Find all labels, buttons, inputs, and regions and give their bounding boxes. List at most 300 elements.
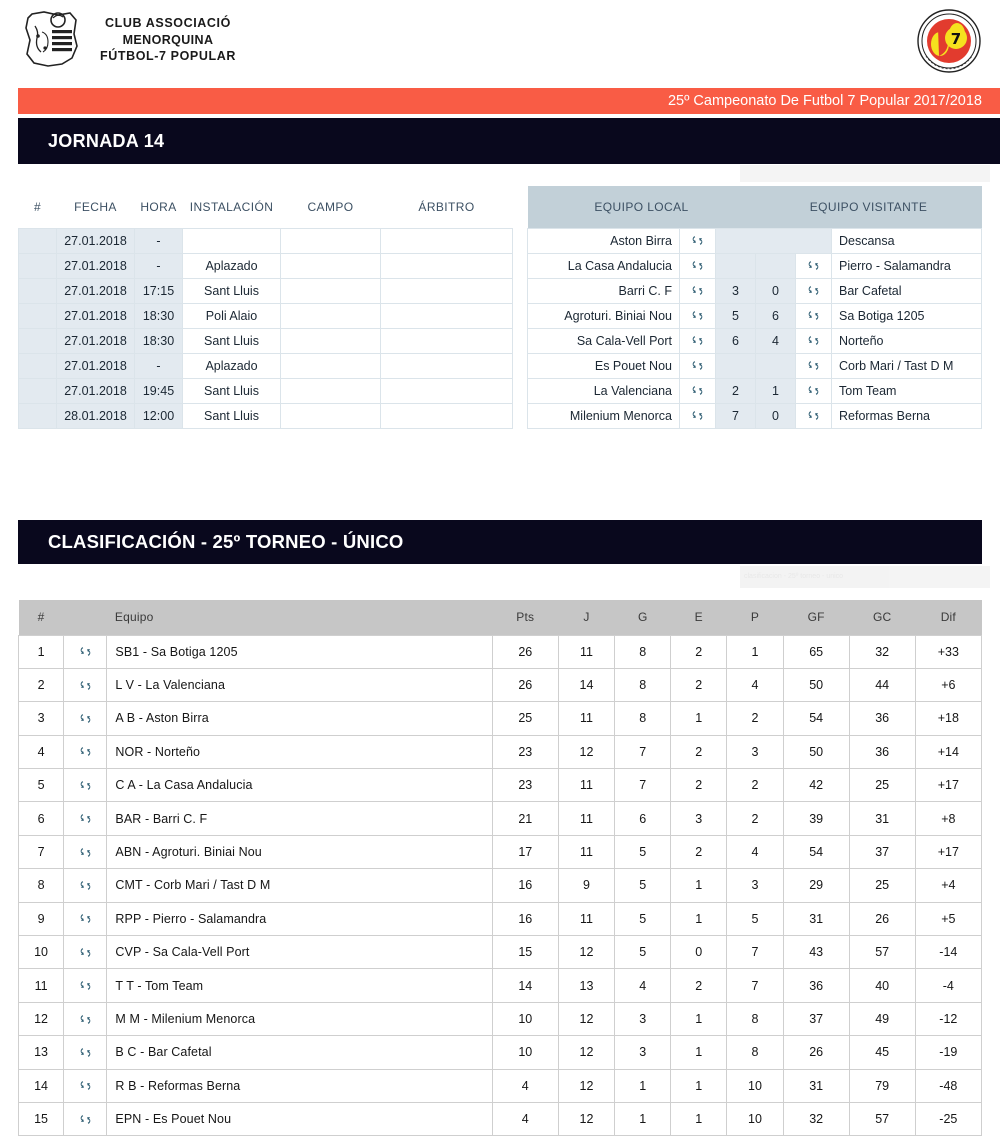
rank-g: 7 — [615, 735, 671, 768]
rank-p: 5 — [727, 902, 783, 935]
fixtures-col-equipo-local: EQUIPO LOCAL — [528, 186, 756, 228]
fixture-visit-team[interactable]: Bar Cafetal — [832, 278, 982, 303]
jornada-title: JORNADA 14 — [48, 130, 165, 151]
fixture-row — [19, 328, 982, 353]
fixture-row — [19, 353, 982, 378]
club-name-line-3: FÚTBOL-7 POPULAR — [100, 49, 236, 64]
svg-text:7: 7 — [950, 30, 962, 48]
rank-team-icon[interactable] — [64, 735, 107, 768]
club-logo-block — [18, 6, 236, 74]
fixture-num — [19, 303, 57, 328]
clasificacion-row — [19, 802, 982, 835]
clasificacion-row — [19, 702, 982, 735]
rank-team-name[interactable]: B C - Bar Cafetal — [107, 1036, 492, 1069]
fixture-visit-icon[interactable] — [796, 328, 832, 353]
rank-pts: 10 — [492, 1036, 558, 1069]
team-swirl-icon[interactable] — [78, 878, 93, 893]
team-swirl-icon[interactable] — [78, 1045, 93, 1060]
fixture-visit-icon[interactable] — [796, 278, 832, 303]
clasificacion-col-dif: Dif — [915, 600, 981, 635]
fixtures-header-row — [19, 186, 982, 228]
fixture-score-local: 2 — [716, 378, 756, 403]
rank-p: 4 — [727, 835, 783, 868]
rank-position: 1 — [19, 635, 64, 668]
fixture-hora: - — [135, 228, 183, 253]
rank-dif: +5 — [915, 902, 981, 935]
fixture-bye-spacer — [716, 228, 832, 253]
rank-p: 2 — [727, 802, 783, 835]
team-swirl-icon[interactable] — [806, 383, 821, 398]
rank-gc: 32 — [849, 635, 915, 668]
fixture-arbitro — [381, 228, 513, 253]
rank-gf: 31 — [783, 1069, 849, 1102]
clasificacion-col-p: P — [727, 600, 783, 635]
rank-p: 1 — [727, 635, 783, 668]
rank-e: 2 — [671, 735, 727, 768]
team-swirl-icon[interactable] — [690, 408, 705, 423]
rank-p: 3 — [727, 735, 783, 768]
rank-p: 4 — [727, 668, 783, 701]
rank-pts: 17 — [492, 835, 558, 868]
fixture-arbitro — [381, 328, 513, 353]
rank-gf: 50 — [783, 735, 849, 768]
rank-gf: 39 — [783, 802, 849, 835]
rank-p: 2 — [727, 769, 783, 802]
rank-dif: +6 — [915, 668, 981, 701]
fixture-visit-team[interactable]: Tom Team — [832, 378, 982, 403]
fixture-num — [19, 378, 57, 403]
fixtures-body — [19, 228, 982, 428]
fixture-visit-team[interactable]: Reformas Berna — [832, 403, 982, 428]
fixture-score-visit — [756, 353, 796, 378]
rank-pts: 4 — [492, 1069, 558, 1102]
fixture-arbitro — [381, 253, 513, 278]
team-swirl-icon[interactable] — [78, 845, 93, 860]
fixture-visit-icon[interactable] — [796, 378, 832, 403]
clasificacion-row — [19, 969, 982, 1002]
rank-gf: 29 — [783, 869, 849, 902]
jornada-title-bar — [18, 118, 1000, 164]
fixture-spacer — [513, 328, 528, 353]
rank-j: 12 — [558, 1069, 614, 1102]
rank-gf: 31 — [783, 902, 849, 935]
fixture-local-team[interactable]: Es Pouet Nou — [528, 353, 680, 378]
rank-team-icon[interactable] — [64, 668, 107, 701]
fixture-arbitro — [381, 303, 513, 328]
fixture-row — [19, 253, 982, 278]
clasificacion-watermark: clasificacion - 25º torneo - unico — [744, 573, 844, 580]
rank-gc: 57 — [849, 1102, 915, 1135]
team-swirl-icon[interactable] — [78, 911, 93, 926]
team-swirl-icon[interactable] — [690, 233, 705, 248]
clasificacion-row — [19, 769, 982, 802]
fixture-campo — [281, 353, 381, 378]
rank-team-icon[interactable] — [64, 1002, 107, 1035]
fixture-score-local — [716, 353, 756, 378]
rank-e: 2 — [671, 835, 727, 868]
fixture-campo — [281, 378, 381, 403]
rank-position: 3 — [19, 702, 64, 735]
rank-dif: -4 — [915, 969, 981, 1002]
rank-team-icon[interactable] — [64, 835, 107, 868]
rank-g: 5 — [615, 835, 671, 868]
rank-p: 8 — [727, 1036, 783, 1069]
rank-e: 1 — [671, 1102, 727, 1135]
team-swirl-icon[interactable] — [806, 333, 821, 348]
rank-j: 11 — [558, 769, 614, 802]
rank-team-icon[interactable] — [64, 1036, 107, 1069]
fixtures-col-spacer — [513, 186, 528, 228]
clasificacion-title-bar — [18, 520, 982, 564]
rank-pts: 21 — [492, 802, 558, 835]
rank-pts: 16 — [492, 902, 558, 935]
fixture-num — [19, 403, 57, 428]
fixture-local-team[interactable]: Barri C. F — [528, 278, 680, 303]
fixture-visit-team[interactable]: Pierro - Salamandra — [832, 253, 982, 278]
championship-title: 25º Campeonato De Futbol 7 Popular 2017/2018 — [667, 93, 982, 109]
rank-gc: 79 — [849, 1069, 915, 1102]
fixtures-col-arbitro: ÁRBITRO — [381, 186, 513, 228]
rank-team-name[interactable]: M M - Milenium Menorca — [107, 1002, 492, 1035]
rank-p: 3 — [727, 869, 783, 902]
clasificacion-col-j: J — [558, 600, 614, 635]
rank-gc: 40 — [849, 969, 915, 1002]
rank-team-name[interactable]: NOR - Norteño — [107, 735, 492, 768]
rank-j: 11 — [558, 902, 614, 935]
team-swirl-icon[interactable] — [78, 1012, 93, 1027]
rank-gf: 54 — [783, 702, 849, 735]
fixture-local-team[interactable]: Aston Birra — [528, 228, 680, 253]
team-swirl-icon[interactable] — [690, 258, 705, 273]
fixture-num — [19, 253, 57, 278]
fixture-score-visit: 0 — [756, 278, 796, 303]
rank-pts: 26 — [492, 668, 558, 701]
club-crest-icon — [18, 6, 86, 74]
rank-gc: 36 — [849, 735, 915, 768]
fixture-hora: 18:30 — [135, 303, 183, 328]
fixtures-col-num: # — [19, 186, 57, 228]
rank-position: 4 — [19, 735, 64, 768]
fixture-fecha: 27.01.2018 — [57, 328, 135, 353]
rank-pts: 25 — [492, 702, 558, 735]
fixture-local-icon[interactable] — [680, 403, 716, 428]
fixtures-table — [18, 186, 982, 429]
fixture-score-visit: 0 — [756, 403, 796, 428]
team-swirl-icon[interactable] — [78, 1112, 93, 1127]
team-swirl-icon[interactable] — [690, 308, 705, 323]
fixture-spacer — [513, 378, 528, 403]
rank-position: 6 — [19, 802, 64, 835]
fixture-hora: - — [135, 353, 183, 378]
rank-team-name[interactable]: CMT - Corb Mari / Tast D M — [107, 869, 492, 902]
clasificacion-row — [19, 735, 982, 768]
fixture-visit-team[interactable]: Sa Botiga 1205 — [832, 303, 982, 328]
rank-team-icon[interactable] — [64, 1069, 107, 1102]
fixture-fecha: 27.01.2018 — [57, 378, 135, 403]
club-name-line-1: CLUB ASSOCIACIÓ — [105, 15, 231, 30]
fixture-local-team[interactable]: Agroturi. Biniai Nou — [528, 303, 680, 328]
rank-position: 5 — [19, 769, 64, 802]
federation-badge-icon — [916, 8, 982, 74]
rank-dif: +17 — [915, 835, 981, 868]
rank-gc: 49 — [849, 1002, 915, 1035]
fixture-visit-icon[interactable] — [796, 303, 832, 328]
rank-team-icon[interactable] — [64, 902, 107, 935]
rank-j: 14 — [558, 668, 614, 701]
rank-position: 9 — [19, 902, 64, 935]
rank-dif: +4 — [915, 869, 981, 902]
fixtures-col-equipo-visitante: EQUIPO VISITANTE — [756, 186, 982, 228]
fixture-local-icon[interactable] — [680, 353, 716, 378]
rank-gc: 31 — [849, 802, 915, 835]
rank-gc: 25 — [849, 769, 915, 802]
team-swirl-icon[interactable] — [78, 644, 93, 659]
rank-gf: 36 — [783, 969, 849, 1002]
fixture-local-team[interactable]: Milenium Menorca — [528, 403, 680, 428]
rank-gf: 43 — [783, 936, 849, 969]
rank-dif: -12 — [915, 1002, 981, 1035]
rank-team-name[interactable]: CVP - Sa Cala-Vell Port — [107, 936, 492, 969]
rank-team-icon[interactable] — [64, 936, 107, 969]
clasificacion-row — [19, 835, 982, 868]
fixture-score-local: 5 — [716, 303, 756, 328]
fixture-campo — [281, 253, 381, 278]
rank-e: 1 — [671, 902, 727, 935]
rank-gf: 32 — [783, 1102, 849, 1135]
team-swirl-icon[interactable] — [690, 333, 705, 348]
rank-team-icon[interactable] — [64, 769, 107, 802]
rank-gf: 54 — [783, 835, 849, 868]
fixture-num — [19, 328, 57, 353]
fixture-score-visit: 1 — [756, 378, 796, 403]
championship-title-bar — [18, 88, 1000, 114]
rank-team-name[interactable]: T T - Tom Team — [107, 969, 492, 1002]
fixture-instalacion: Aplazado — [183, 253, 281, 278]
team-swirl-icon[interactable] — [806, 358, 821, 373]
fixture-instalacion — [183, 228, 281, 253]
rank-p: 10 — [727, 1069, 783, 1102]
fixture-row — [19, 278, 982, 303]
rank-j: 11 — [558, 635, 614, 668]
rank-dif: +18 — [915, 702, 981, 735]
rank-position: 2 — [19, 668, 64, 701]
fixture-campo — [281, 228, 381, 253]
rank-j: 11 — [558, 835, 614, 868]
fixture-score-visit — [756, 253, 796, 278]
rank-team-name[interactable]: A B - Aston Birra — [107, 702, 492, 735]
fixture-num — [19, 353, 57, 378]
fixture-local-icon[interactable] — [680, 228, 716, 253]
rank-team-name[interactable]: L V - La Valenciana — [107, 668, 492, 701]
team-swirl-icon[interactable] — [78, 711, 93, 726]
fixture-visit-icon[interactable] — [796, 253, 832, 278]
team-swirl-icon[interactable] — [806, 283, 821, 298]
fixtures-col-fecha: FECHA — [57, 186, 135, 228]
fixture-visit-team[interactable]: Norteño — [832, 328, 982, 353]
rank-g: 7 — [615, 769, 671, 802]
fixture-num — [19, 278, 57, 303]
rank-gf: 50 — [783, 668, 849, 701]
club-name-line-2: MENORQUINA — [122, 32, 214, 47]
team-swirl-icon[interactable] — [690, 358, 705, 373]
rank-gf: 26 — [783, 1036, 849, 1069]
fixture-local-icon[interactable] — [680, 328, 716, 353]
team-swirl-icon[interactable] — [78, 744, 93, 759]
fixture-arbitro — [381, 353, 513, 378]
rank-j: 12 — [558, 735, 614, 768]
rank-position: 12 — [19, 1002, 64, 1035]
rank-dif: -19 — [915, 1036, 981, 1069]
fixture-local-icon[interactable] — [680, 253, 716, 278]
fixture-local-team[interactable]: Sa Cala-Vell Port — [528, 328, 680, 353]
fixture-score-local: 6 — [716, 328, 756, 353]
team-swirl-icon[interactable] — [78, 778, 93, 793]
fixture-local-team[interactable]: La Valenciana — [528, 378, 680, 403]
fixture-campo — [281, 403, 381, 428]
fixture-score-local — [716, 253, 756, 278]
fixtures-col-instalacion: INSTALACIÓN — [183, 186, 281, 228]
fixture-instalacion: Poli Alaio — [183, 303, 281, 328]
rank-pts: 26 — [492, 635, 558, 668]
clasificacion-col-pts: Pts — [492, 600, 558, 635]
fixture-hora: 18:30 — [135, 328, 183, 353]
fixture-visit-team[interactable]: Corb Mari / Tast D M — [832, 353, 982, 378]
rank-j: 12 — [558, 936, 614, 969]
team-swirl-icon[interactable] — [78, 678, 93, 693]
fixture-fecha: 27.01.2018 — [57, 228, 135, 253]
rank-team-icon[interactable] — [64, 702, 107, 735]
rank-position: 10 — [19, 936, 64, 969]
rank-gf: 65 — [783, 635, 849, 668]
clasificacion-row — [19, 1036, 982, 1069]
fixture-spacer — [513, 403, 528, 428]
fixture-arbitro — [381, 378, 513, 403]
rank-team-icon[interactable] — [64, 869, 107, 902]
rank-gc: 57 — [849, 936, 915, 969]
fixture-instalacion: Sant Lluis — [183, 403, 281, 428]
fixture-hora: 12:00 — [135, 403, 183, 428]
fixture-spacer — [513, 253, 528, 278]
rank-team-name[interactable]: RPP - Pierro - Salamandra — [107, 902, 492, 935]
rank-gc: 36 — [849, 702, 915, 735]
rank-gf: 42 — [783, 769, 849, 802]
rank-g: 3 — [615, 1036, 671, 1069]
rank-dif: +33 — [915, 635, 981, 668]
rank-e: 2 — [671, 635, 727, 668]
fixture-spacer — [513, 303, 528, 328]
fixture-instalacion: Aplazado — [183, 353, 281, 378]
rank-team-name[interactable]: C A - La Casa Andalucia — [107, 769, 492, 802]
rank-position: 8 — [19, 869, 64, 902]
rank-dif: +17 — [915, 769, 981, 802]
rank-team-name[interactable]: BAR - Barri C. F — [107, 802, 492, 835]
fixture-visit-icon[interactable] — [796, 353, 832, 378]
fixture-hora: - — [135, 253, 183, 278]
rank-gc: 37 — [849, 835, 915, 868]
rank-team-icon[interactable] — [64, 1102, 107, 1135]
rank-e: 1 — [671, 1069, 727, 1102]
rank-team-name[interactable]: EPN - Es Pouet Nou — [107, 1102, 492, 1135]
rank-team-name[interactable]: SB1 - Sa Botiga 1205 — [107, 635, 492, 668]
rank-e: 1 — [671, 1002, 727, 1035]
rank-g: 8 — [615, 668, 671, 701]
team-swirl-icon[interactable] — [78, 978, 93, 993]
rank-dif: +14 — [915, 735, 981, 768]
rank-position: 11 — [19, 969, 64, 1002]
rank-gf: 37 — [783, 1002, 849, 1035]
rank-team-icon[interactable] — [64, 635, 107, 668]
clasificacion-col-icon — [64, 600, 107, 635]
fixture-campo — [281, 303, 381, 328]
fixture-row — [19, 378, 982, 403]
clasificacion-col-g: G — [615, 600, 671, 635]
rank-team-name[interactable]: ABN - Agroturi. Biniai Nou — [107, 835, 492, 868]
team-swirl-icon[interactable] — [806, 258, 821, 273]
rank-team-icon[interactable] — [64, 969, 107, 1002]
rank-g: 8 — [615, 635, 671, 668]
fixture-local-team[interactable]: La Casa Andalucia — [528, 253, 680, 278]
team-swirl-icon[interactable] — [690, 383, 705, 398]
fixture-score-visit: 4 — [756, 328, 796, 353]
team-swirl-icon[interactable] — [78, 811, 93, 826]
team-swirl-icon[interactable] — [806, 308, 821, 323]
rank-j: 13 — [558, 969, 614, 1002]
rank-p: 2 — [727, 702, 783, 735]
rank-pts: 16 — [492, 869, 558, 902]
rank-gc: 26 — [849, 902, 915, 935]
rank-j: 12 — [558, 1036, 614, 1069]
page-header — [0, 0, 1000, 85]
team-swirl-icon[interactable] — [78, 1078, 93, 1093]
rank-e: 2 — [671, 668, 727, 701]
rank-e: 0 — [671, 936, 727, 969]
rank-g: 1 — [615, 1069, 671, 1102]
rank-j: 11 — [558, 802, 614, 835]
rank-g: 5 — [615, 869, 671, 902]
rank-j: 12 — [558, 1102, 614, 1135]
rank-g: 4 — [615, 969, 671, 1002]
rank-e: 3 — [671, 802, 727, 835]
fixture-visit-icon[interactable] — [796, 403, 832, 428]
team-swirl-icon[interactable] — [690, 283, 705, 298]
rank-gc: 45 — [849, 1036, 915, 1069]
rank-j: 11 — [558, 702, 614, 735]
fixture-campo — [281, 278, 381, 303]
rank-pts: 4 — [492, 1102, 558, 1135]
fixture-campo — [281, 328, 381, 353]
team-swirl-icon[interactable] — [78, 945, 93, 960]
fixture-row — [19, 303, 982, 328]
team-swirl-icon[interactable] — [806, 408, 821, 423]
rank-pts: 23 — [492, 769, 558, 802]
fixture-local-icon[interactable] — [680, 378, 716, 403]
rank-position: 15 — [19, 1102, 64, 1135]
fixture-local-icon[interactable] — [680, 303, 716, 328]
rank-position: 13 — [19, 1036, 64, 1069]
rank-pts: 10 — [492, 1002, 558, 1035]
rank-pts: 23 — [492, 735, 558, 768]
rank-team-icon[interactable] — [64, 802, 107, 835]
fixture-instalacion: Sant Lluis — [183, 278, 281, 303]
rank-j: 12 — [558, 1002, 614, 1035]
rank-team-name[interactable]: R B - Reformas Berna — [107, 1069, 492, 1102]
rank-e: 1 — [671, 869, 727, 902]
clasificacion-col-gf: GF — [783, 600, 849, 635]
fixture-local-icon[interactable] — [680, 278, 716, 303]
fixture-spacer — [513, 228, 528, 253]
fixture-score-local: 7 — [716, 403, 756, 428]
rank-p: 8 — [727, 1002, 783, 1035]
